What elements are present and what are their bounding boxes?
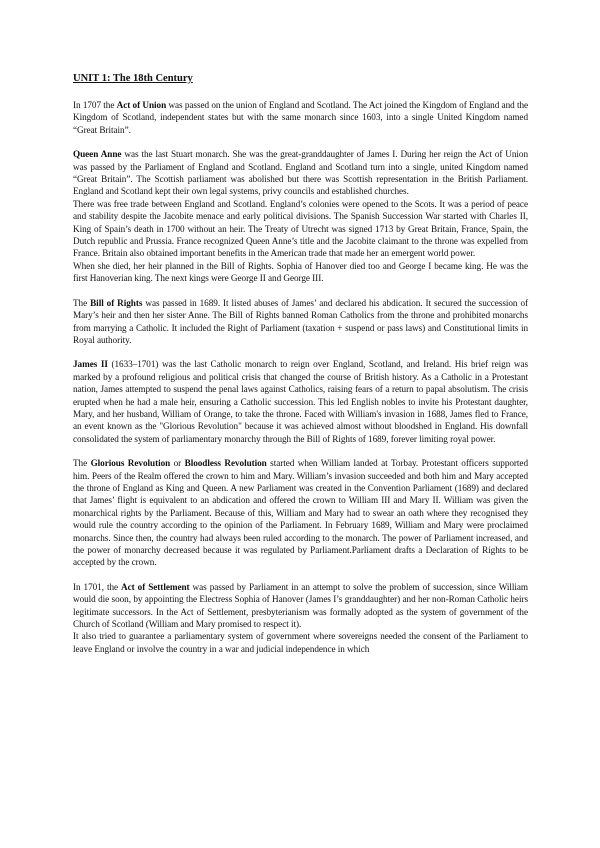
text: (1633–1701) was the last Catholic monarch to reign over England, Scotland, and Ireland. His brief reign was marked by a profound religious and political crisis that changed the course of British history. As a Catholic in a Protestant nation, James attempted to suspend the penal laws against Catholics, raising fears of a return to papal absolutism. The crisis erupted when he had a male heir, ensuring a Catholic succession. This led English nobles to invite his Protestant daughter, Mary, and her husband, William of Orange, to take the throne. Faced with William's invasion in 1688, James fled to France, an event known as the "Glorious Revolution" because it was achieved almost without bloodshed in England. His downfall consolidated the system of parliamentary monarchy through the Bill of Rights of 1689, forever limiting royal power. [73, 359, 528, 444]
term-bloodless-revolution: Bloodless Revolution [184, 458, 267, 469]
text: The [73, 458, 91, 469]
text: started when William landed at Torbay. Protestant officers supported him. Peers of the Realm offered the crown to him and Mary. William’s invasion succeeded and both him and Mary accepted the throne of England as King and Queen. A new Parliament was created in the Convention Parliament (1689) and declared that James’ flight is equivalent to an abdication and offered the crown to William III and Mary II. William was given the monarchical rights by the Parliament. Because of this, William and Mary had to swear an oath where they recognised they would rule the country according to the opinion of the Parliament. In February 1689, William and Mary were proclaimed monarchs. Since then, the country had always been ruled according to the monarch. The power of Parliament increased, and the power of monarchy decreased because it was regulated by Parliament.Parliament drafts a Declaration of Rights to be accepted by the crown. [73, 458, 528, 568]
paragraph-glorious-revolution [73, 457, 528, 569]
text: was passed by Parliament in an attempt to solve the problem of succession, since William would die soon, by appointing the Electress Sophia of Hanover (James I’s granddaughter) and her non-Roman Catholic heirs legitimate successors. In the Act of Settlement, presbyterianism was formally adopted as the system of government of the Church of Scotland (William and Mary promised to respect it). [73, 581, 528, 630]
unit-heading: UNIT 1: The 18th Century [73, 73, 193, 84]
text: The [73, 297, 91, 308]
term-act-of-union: Act of Union [116, 100, 167, 110]
paragraph-queen-anne [73, 148, 528, 198]
term-bill-of-rights: Bill of Rights [90, 297, 143, 308]
paragraph-act-of-union [73, 99, 528, 136]
text: In 1707 the [73, 100, 117, 110]
text: was the last Stuart monarch. She was the great-granddaughter of James I. During her reign the Act of Union was passed by the Parliament of England and Scotland. England and Scotland turn into a single, united Kingdom named “Great Britain”. The Scottish parliament was abolished but there was Scottish representation in the British Parliament. England and Scotland kept their own legal systems, privy councils and established churches. [73, 149, 528, 197]
term-act-of-settlement: Act of Settlement [121, 581, 190, 592]
term-queen-anne: Queen Anne [73, 149, 122, 160]
paragraph-succession-hanover: When she died, her heir planned in the Bill of Rights. Sophia of Hanover died too and George I became king. He was the first Hanoverian king. The next kings were George II and George III. [73, 260, 528, 284]
term-james-ii: James II [73, 359, 108, 370]
text: or [170, 458, 185, 469]
paragraph-james-ii [73, 358, 528, 445]
paragraph-bill-of-rights [73, 297, 528, 347]
paragraph-free-trade: There was free trade between England and Scotland. England’s colonies were opened to the Scots. It was a period of peace and stability despite the Jacobite menace and early political divisions. The Spanish Succession War started with Charles II, King of Spain’s death in 1700 without an heir. The Treaty of Utrecht was signed 1713 by Great Britain, France, Spain, the Dutch republic and Prussia. France recognized Queen Anne’s title and the Jacobite claimant to the throne was expelled from France. Britain also obtained important benefits in the American trade that made her an emergent world power. [73, 198, 528, 259]
text: was passed on the union of England and Scotland. The Act joined the Kingdom of England and the Kingdom of Scotland, independent states but with the same monarch since 1603, into a single United Kingdom named “Great Britain”. [73, 100, 529, 135]
paragraph-parliamentary-system: It also tried to guarantee a parliamentary system of government where sovereigns needed the consent of the Parliament to leave England or involve the country in a war and judicial independence in which [73, 631, 528, 654]
paragraph-act-of-settlement [73, 581, 528, 631]
term-glorious-revolution: Glorious Revolution [90, 458, 171, 469]
text: was passed in 1689. It listed abuses of James’ and declared his abdication. It secured the succession of Mary’s heir and then her sister Anne. The Bill of Rights banned Roman Catholics from the throne and prohibited monarchs from marrying a Catholic. It included the Right of Parliament (taxation + suspend or pass laws) and Constitutional limits in Royal authority. [73, 297, 528, 345]
text: In 1701, the [73, 581, 122, 592]
